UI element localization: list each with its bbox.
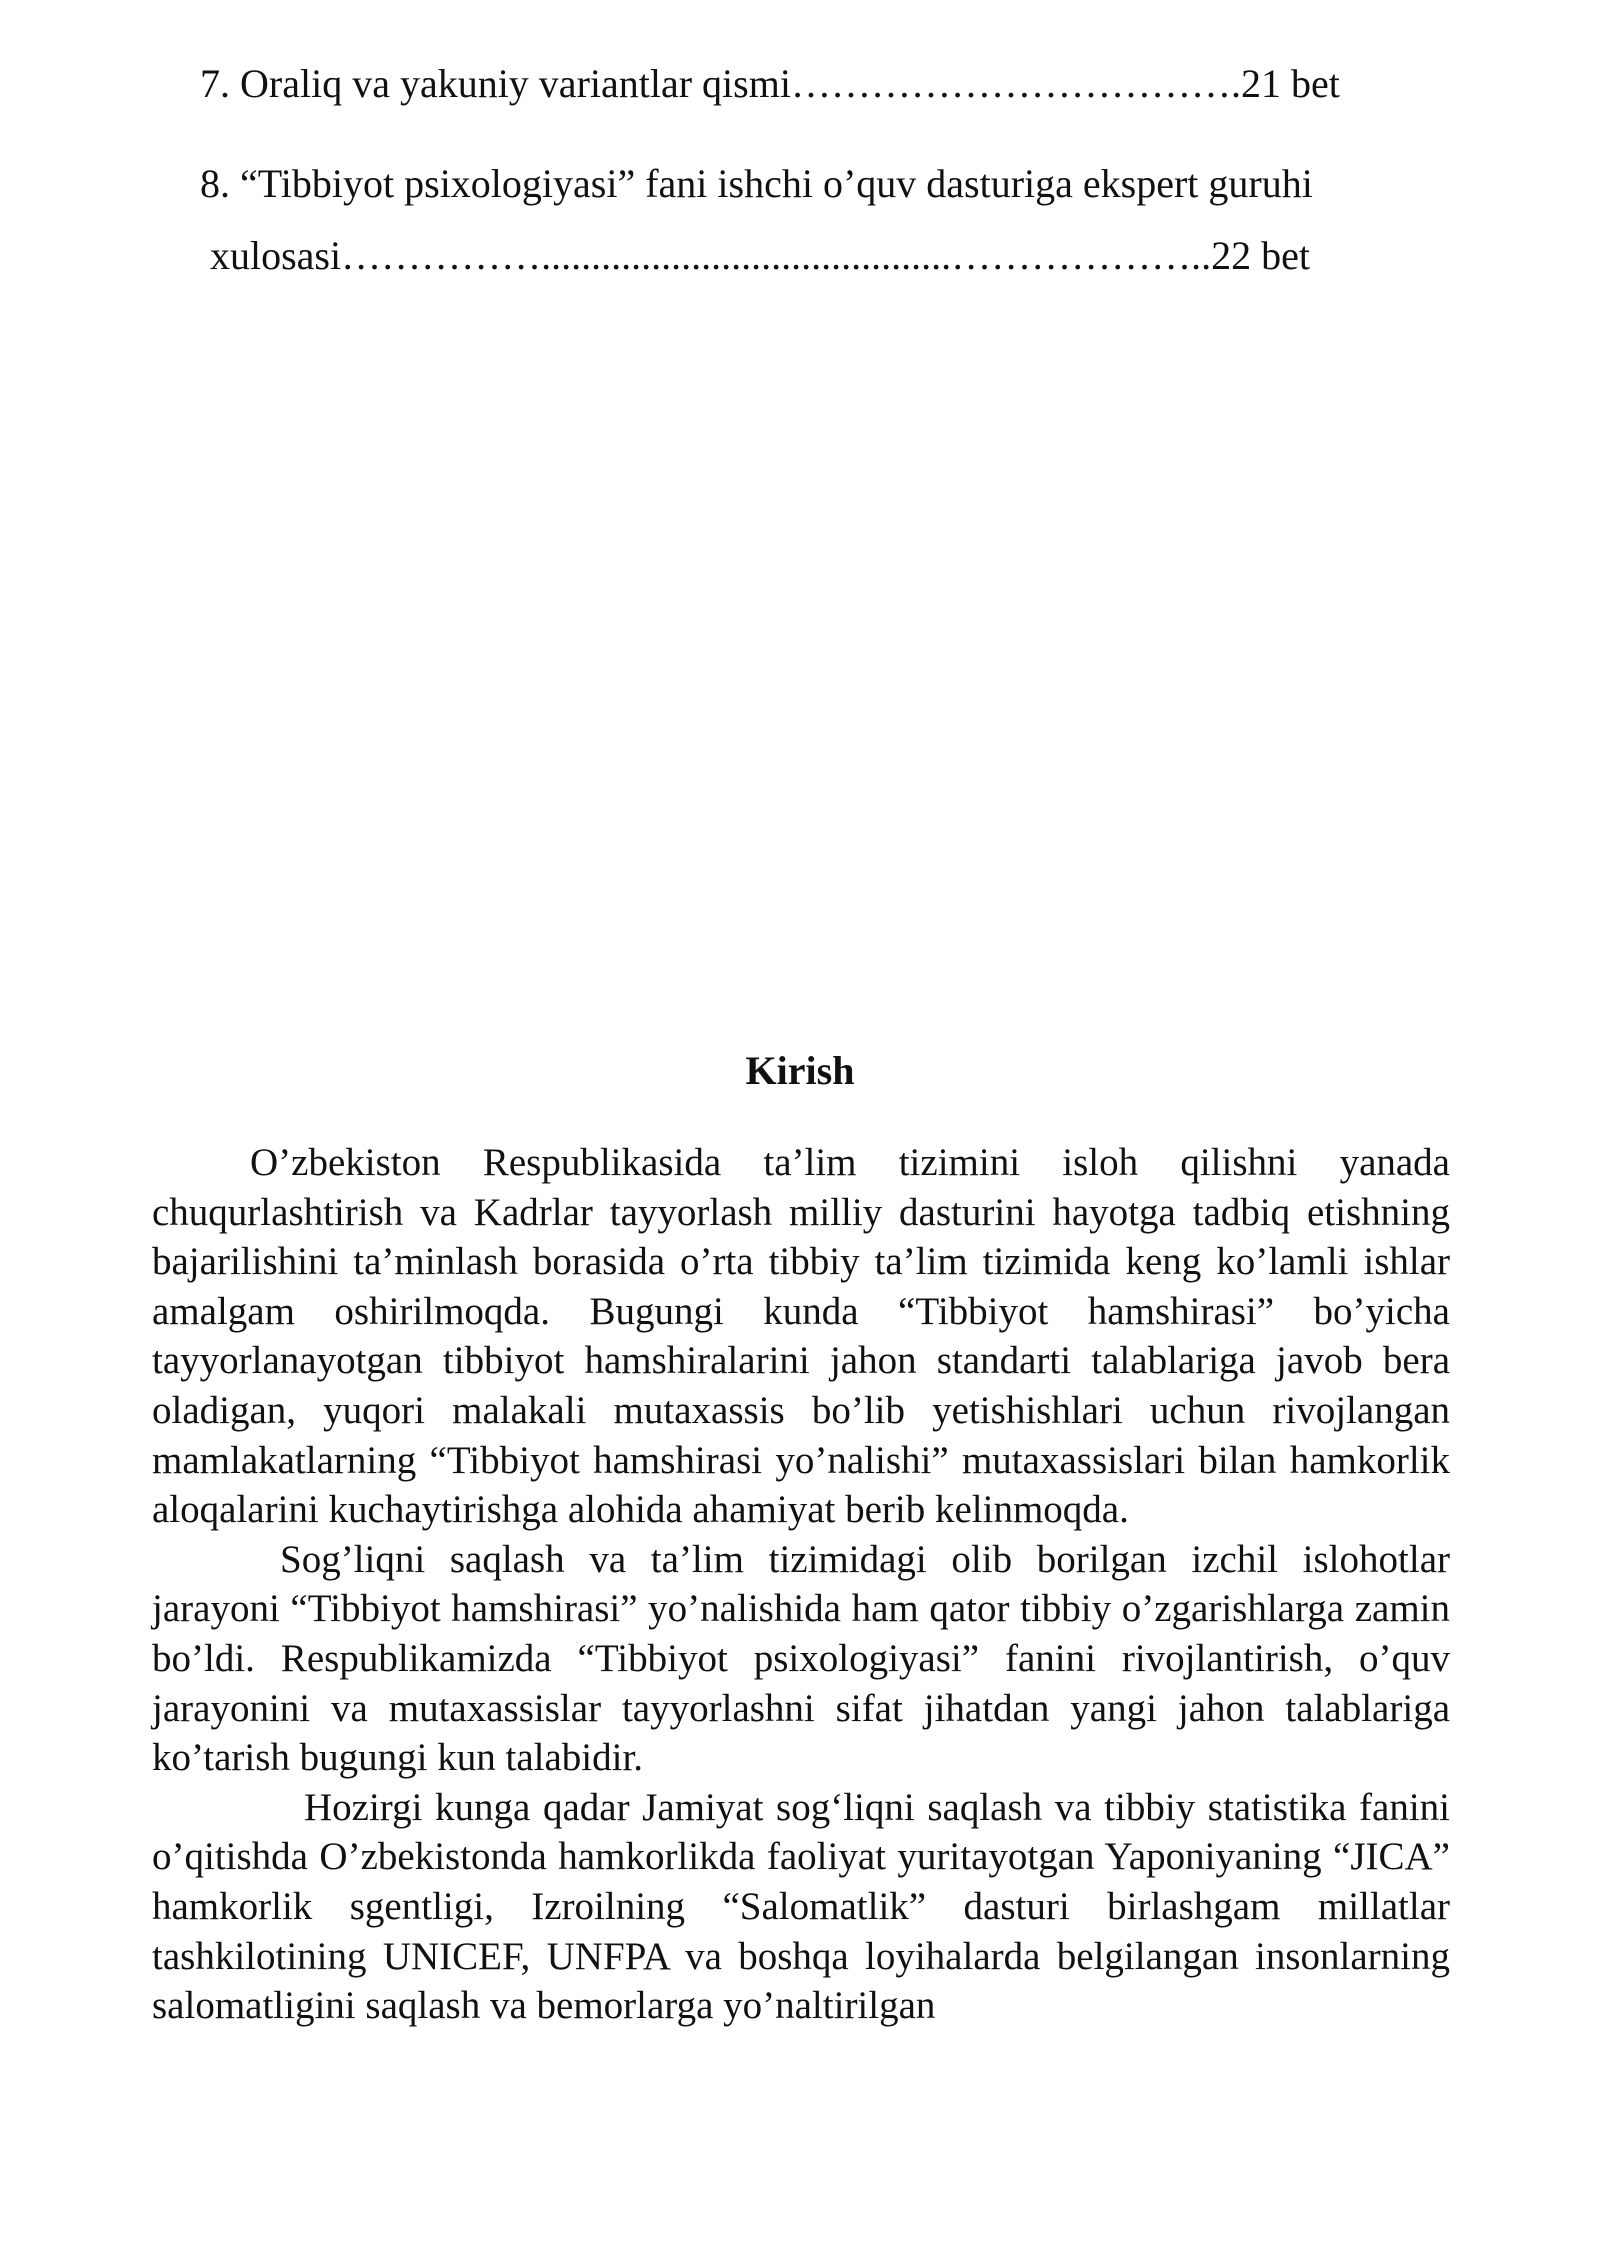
section-heading: Kirish — [745, 1048, 855, 1093]
toc-item-8-line-1: 8. “Tibbiyot psixologiyasi” fani ishchi o’quv dasturiga ekspert guruhi — [200, 161, 1313, 206]
paragraph-3: Hozirgi kunga qadar Jamiyat sog‘liqni saqlash va tibbiy statistika fanini o’qitishda O’zbekistonda hamkorlikda faoliyat yuritayotgan Yaponiyaning “JICA” hamkorlik sgentligi, Izroilning “Salomatlik” dasturi birlashgam millatlar tashkilotining UNICEF, UNFPA va boshqa loyihalarda belgilangan insonlarning salomatligini saqlash va bemorlarga yo’naltirilgan — [152, 1785, 1450, 2028]
paragraph-2: Sog’liqni saqlash va ta’lim tizimidagi olib borilgan izchil islohotlar jarayoni “Tibbiyot hamshirasi” yo’nalishida ham qator tibbiy o’zgarishlarga zamin bo’ldi. Respublikamizda “Tibbiyot psixologiyasi” fanini rivojlantirish, o’quv jarayonini va mutaxassislar tayyorlashni sifat jihatdan yangi jahon talablariga ko’tarish bugungi kun talabidir. — [152, 1537, 1450, 1780]
toc-item-7: 7. Oraliq va yakuniy variantlar qismi…………………………….21 bet — [200, 61, 1340, 106]
paragraph-1: O’zbekiston Respublikasida ta’lim tizimini isloh qilishni yanada chuqurlashtirish va Kadrlar tayyorlash milliy dasturini hayotga tadbiq etishning bajarilishini ta’minlash borasida o’rta tibbiy ta’lim tizimida keng ko’lamli ishlar amalgam oshirilmoqda. Bugungi kunda “Tibbiyot hamshirasi” bo’yicha tayyorlanayotgan tibbiyot hamshiralarini jahon standarti talablariga javob bera oladigan, yuqori malakali mutaxassis bo’lib yetishishlari uchun rivojlangan mamlakatlarning “Tibbiyot hamshirasi yo’nalishi” mutaxassislari bilan hamkorlik aloqalarini kuchaytirishga alohida ahamiyat berib kelinmoqda. — [152, 1141, 1450, 1532]
introduction-body — [152, 1138, 1450, 2031]
toc-item-8-line-2: xulosasi…………….........................................………………..22 bet — [210, 233, 1310, 278]
table-of-contents — [200, 55, 1480, 285]
